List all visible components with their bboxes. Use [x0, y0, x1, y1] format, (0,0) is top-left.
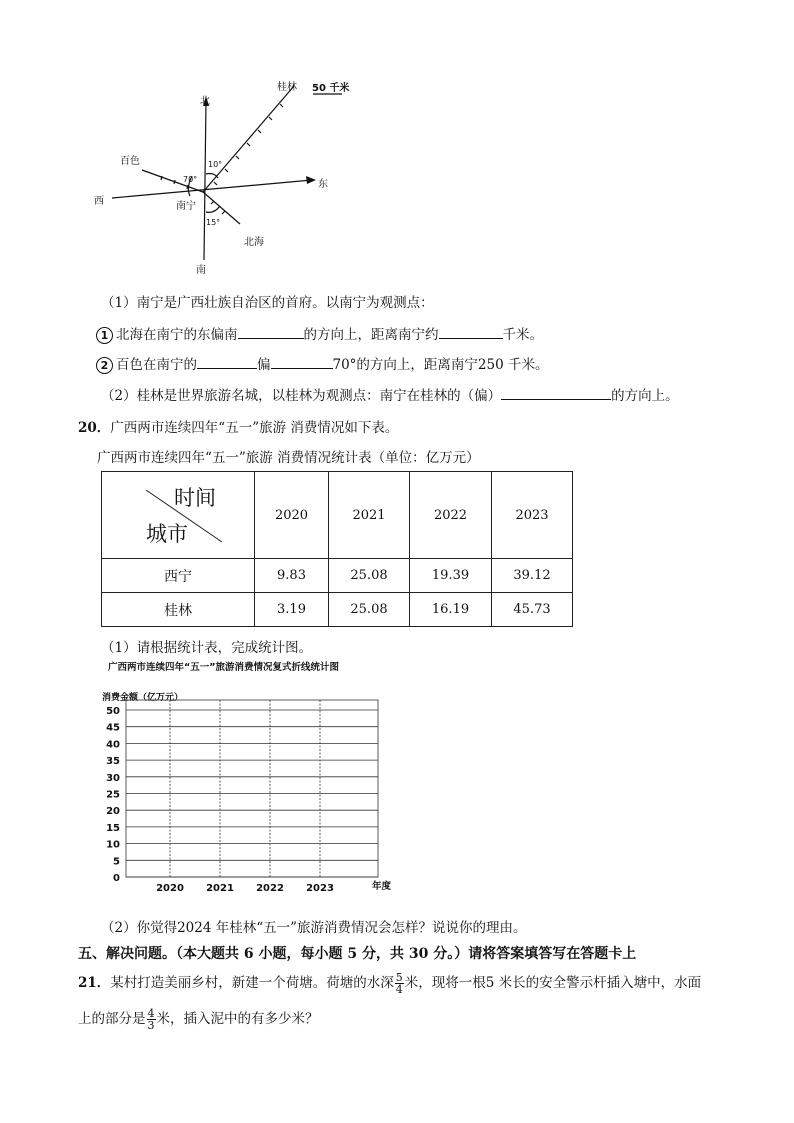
- angle-10-label: 10°: [208, 160, 223, 169]
- year-header: 2022: [410, 472, 492, 559]
- chart-y-label: 消费金额（亿万元）: [102, 693, 184, 703]
- value-cell: 3.19: [255, 593, 329, 627]
- x-tick-label: 2022: [256, 883, 284, 894]
- city-cell: 桂林: [102, 593, 255, 627]
- y-tick-label: 0: [113, 873, 120, 884]
- y-tick-label: 15: [106, 822, 120, 834]
- label-south: 南: [196, 265, 206, 276]
- label-baise: 百色: [120, 156, 140, 167]
- blank-line-chart: [88, 658, 398, 908]
- y-tick-label: 25: [106, 789, 120, 801]
- answer-blank-1[interactable]: [238, 324, 304, 339]
- year-header: 2020: [255, 472, 329, 559]
- east-west-axis: [112, 180, 312, 198]
- question-number-20: 20．: [78, 420, 111, 436]
- circled-number-2: 2: [96, 357, 113, 374]
- q20-part1: （1）请根据统计表，完成统计图。: [101, 640, 313, 656]
- value-cell: 25.08: [329, 559, 410, 593]
- value-cell: 19.39: [410, 559, 492, 593]
- scale-label: 50 千米: [312, 83, 350, 94]
- corner-top-label: 时间: [174, 486, 216, 510]
- value-cell: 9.83: [255, 559, 329, 593]
- q19-b-text1: 百色在南宁的: [116, 357, 197, 373]
- q19-b-text3: 70°的方向上，距离南宁250 千米。: [332, 357, 549, 373]
- y-tick-label: 40: [106, 739, 120, 751]
- value-cell: 45.73: [492, 593, 573, 627]
- table-title: 广西两市连续四年“五一”旅游 消费情况统计表（单位：亿万元）: [97, 450, 480, 466]
- value-cell: 39.12: [492, 559, 573, 593]
- chart-x-label: 年度: [372, 881, 392, 892]
- chart-title: 广西两市连续四年“五一”旅游消费情况复式折线统计图: [108, 662, 339, 673]
- arc-15: [206, 206, 220, 212]
- label-guilin: 桂林: [277, 82, 297, 93]
- label-west: 西: [94, 196, 104, 207]
- angle-15-label: 15°: [206, 218, 221, 227]
- q21-line1: [78, 972, 701, 995]
- q21-text2: 米，现将一根5 米长的安全警示杆插入塘中，水面: [404, 975, 702, 991]
- q19-part1-b: [96, 353, 549, 374]
- east-arrow: [306, 176, 316, 184]
- fraction-4-3: $\frac{4}{3}$: [147, 1007, 155, 1032]
- q21-text4: 米，插入泥中的有多少米？: [156, 1011, 319, 1027]
- label-east: 东: [318, 179, 328, 190]
- q20-stem-text: 广西两市连续四年“五一”旅游 消费情况如下表。: [110, 420, 399, 436]
- y-tick-label: 50: [106, 706, 120, 717]
- city-cell: 西宁: [102, 559, 255, 593]
- x-tick-label: 2020: [156, 883, 184, 894]
- y-tick-label: 20: [106, 806, 120, 818]
- corner-bottom-label: 城市: [146, 522, 188, 546]
- question-number-21: 21．: [78, 975, 111, 991]
- table-row: [102, 559, 573, 593]
- y-tick-label: 35: [106, 756, 120, 768]
- label-nanning: 南宁: [176, 201, 196, 212]
- q19-part2: [101, 384, 679, 404]
- q19-part1-a: [96, 323, 543, 344]
- angle-70-label: 70°: [183, 175, 198, 184]
- circled-number-1: 1: [96, 327, 113, 344]
- north-south-axis: [204, 100, 206, 260]
- q21-text3: 上的部分是: [78, 1011, 146, 1027]
- q19-a-text1: 北海在南宁的东偏南: [116, 327, 238, 343]
- statistics-table: [101, 471, 573, 627]
- q19-a-text3: 千米。: [502, 327, 543, 343]
- x-tick-label: 2021: [206, 883, 234, 894]
- y-tick-label: 5: [113, 856, 120, 868]
- x-tick-label: 2023: [306, 883, 334, 894]
- y-tick-label: 45: [106, 722, 120, 734]
- direction-map: [80, 72, 380, 282]
- label-beihai: 北海: [244, 237, 264, 248]
- q20-stem: [78, 416, 398, 436]
- section5-heading: 五、解决问题。（本大题共 6 小题，每小题 5 分，共 30 分。）请将答案填答写在答题卡上: [78, 946, 637, 962]
- y-tick-label: 10: [106, 839, 120, 851]
- answer-blank-4[interactable]: [271, 354, 333, 369]
- q19-p2-text2: 的方向上。: [611, 388, 679, 404]
- answer-blank-2[interactable]: [439, 324, 503, 339]
- answer-blank-3[interactable]: [197, 354, 257, 369]
- fraction-5-4: $\frac{5}{4}$: [395, 971, 403, 996]
- y-tick-label: 30: [106, 772, 120, 784]
- q20-part2: （2）你觉得2024 年桂林“五一”旅游消费情况会怎样？说说你的理由。: [101, 920, 527, 936]
- value-cell: 25.08: [329, 593, 410, 627]
- label-north: 北: [200, 96, 210, 107]
- q21-line2: [78, 1008, 319, 1031]
- q19-part1-intro: （1）南宁是广西壮族自治区的首府。以南宁为观测点：: [101, 295, 434, 311]
- table-corner-cell: [102, 472, 255, 559]
- q21-text1: 某村打造美丽乡村，新建一个荷塘。荷塘的水深: [110, 975, 394, 991]
- q19-a-text2: 的方向上，距离南宁约: [303, 327, 439, 343]
- value-cell: 16.19: [410, 593, 492, 627]
- year-header: 2023: [492, 472, 573, 559]
- year-header: 2021: [329, 472, 410, 559]
- q19-p2-text1: （2）桂林是世界旅游名城，以桂林为观测点：南宁在桂林的（偏）: [101, 388, 502, 404]
- q19-b-text2: 偏: [257, 357, 271, 373]
- guilin-ticks: [214, 104, 283, 185]
- answer-blank-5[interactable]: [501, 385, 611, 400]
- table-row: [102, 593, 573, 627]
